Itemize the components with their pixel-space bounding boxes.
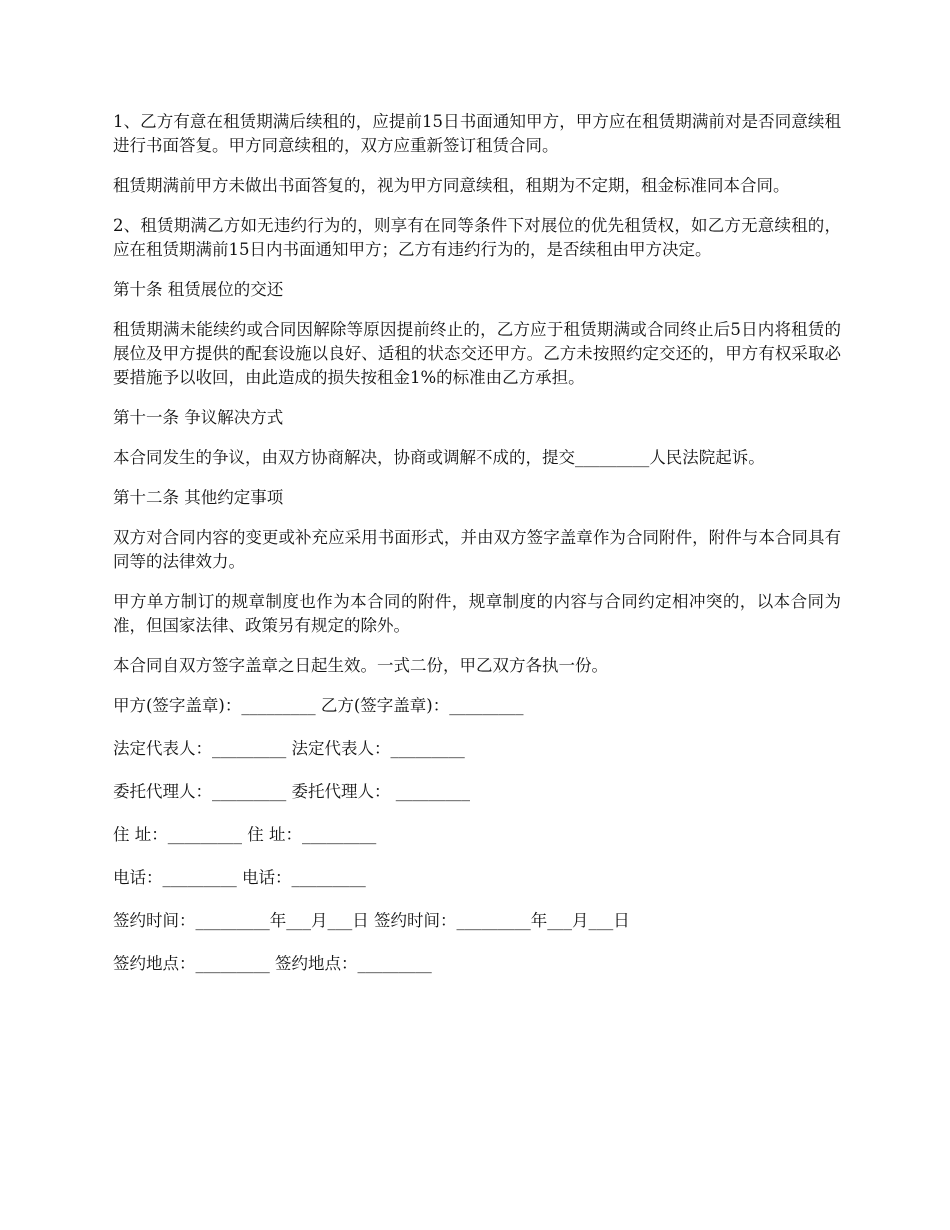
document-body <box>113 110 841 995</box>
signature-line-phone: 电话：_________ 电话：_________ <box>113 868 366 887</box>
signature-line-legal-rep: 法定代表人：_________ 法定代表人：_________ <box>113 739 465 758</box>
clause-amendments: 双方对合同内容的变更或补充应采用书面形式，并由双方签字盖章作为合同附件，附件与本合同具有同等的法律效力。 <box>113 528 841 571</box>
signature-line-date: 签约时间：_________年___月___日 签约时间：_________年___月___日 <box>113 911 630 930</box>
section-heading-11: 第十一条 争议解决方式 <box>113 408 284 427</box>
signature-line-agent: 委托代理人：_________ 委托代理人： _________ <box>113 782 470 801</box>
clause-implied-renewal: 租赁期满前甲方未做出书面答复的，视为甲方同意续租，租期为不定期，租金标准同本合同。 <box>113 176 790 195</box>
clause-return-booth: 租赁期满未能续约或合同因解除等原因提前终止的，乙方应于租赁期满或合同终止后5日内将租赁的展位及甲方提供的配套设施以良好、适租的状态交还甲方。乙方未按照约定交还的，甲方有权采取必要措施予以收回，由此造成的损失按租金1%的标准由乙方承担。 <box>113 320 841 387</box>
signature-line-party: 甲方(签字盖章)：_________ 乙方(签字盖章)：_________ <box>113 696 524 715</box>
clause-dispute: 本合同发生的争议，由双方协商解决，协商或调解不成的，提交_________人民法院起诉。 <box>113 448 765 467</box>
signature-line-address: 住 址：_________ 住 址：_________ <box>113 825 377 844</box>
clause-effective: 本合同自双方签字盖章之日起生效。一式二份，甲乙双方各执一份。 <box>113 656 608 675</box>
clause-priority-lease: 2、租赁期满乙方如无违约行为的，则享有在同等条件下对展位的优先租赁权，如乙方无意续租的，应在租赁期满前15日内书面通知甲方；乙方有违约行为的，是否续租由甲方决定。 <box>113 216 841 259</box>
clause-rules: 甲方单方制订的规章制度也作为本合同的附件，规章制度的内容与合同约定相冲突的，以本合同为准，但国家法律、政策另有规定的除外。 <box>113 592 841 635</box>
section-heading-10: 第十条 租赁展位的交还 <box>113 280 284 299</box>
clause-renewal-notice: 1、乙方有意在租赁期满后续租的，应提前15日书面通知甲方，甲方应在租赁期满前对是否同意续租进行书面答复。甲方同意续租的，双方应重新签订租赁合同。 <box>113 112 841 155</box>
signature-line-place: 签约地点：_________ 签约地点：_________ <box>113 954 432 973</box>
section-heading-12: 第十二条 其他约定事项 <box>113 488 284 507</box>
